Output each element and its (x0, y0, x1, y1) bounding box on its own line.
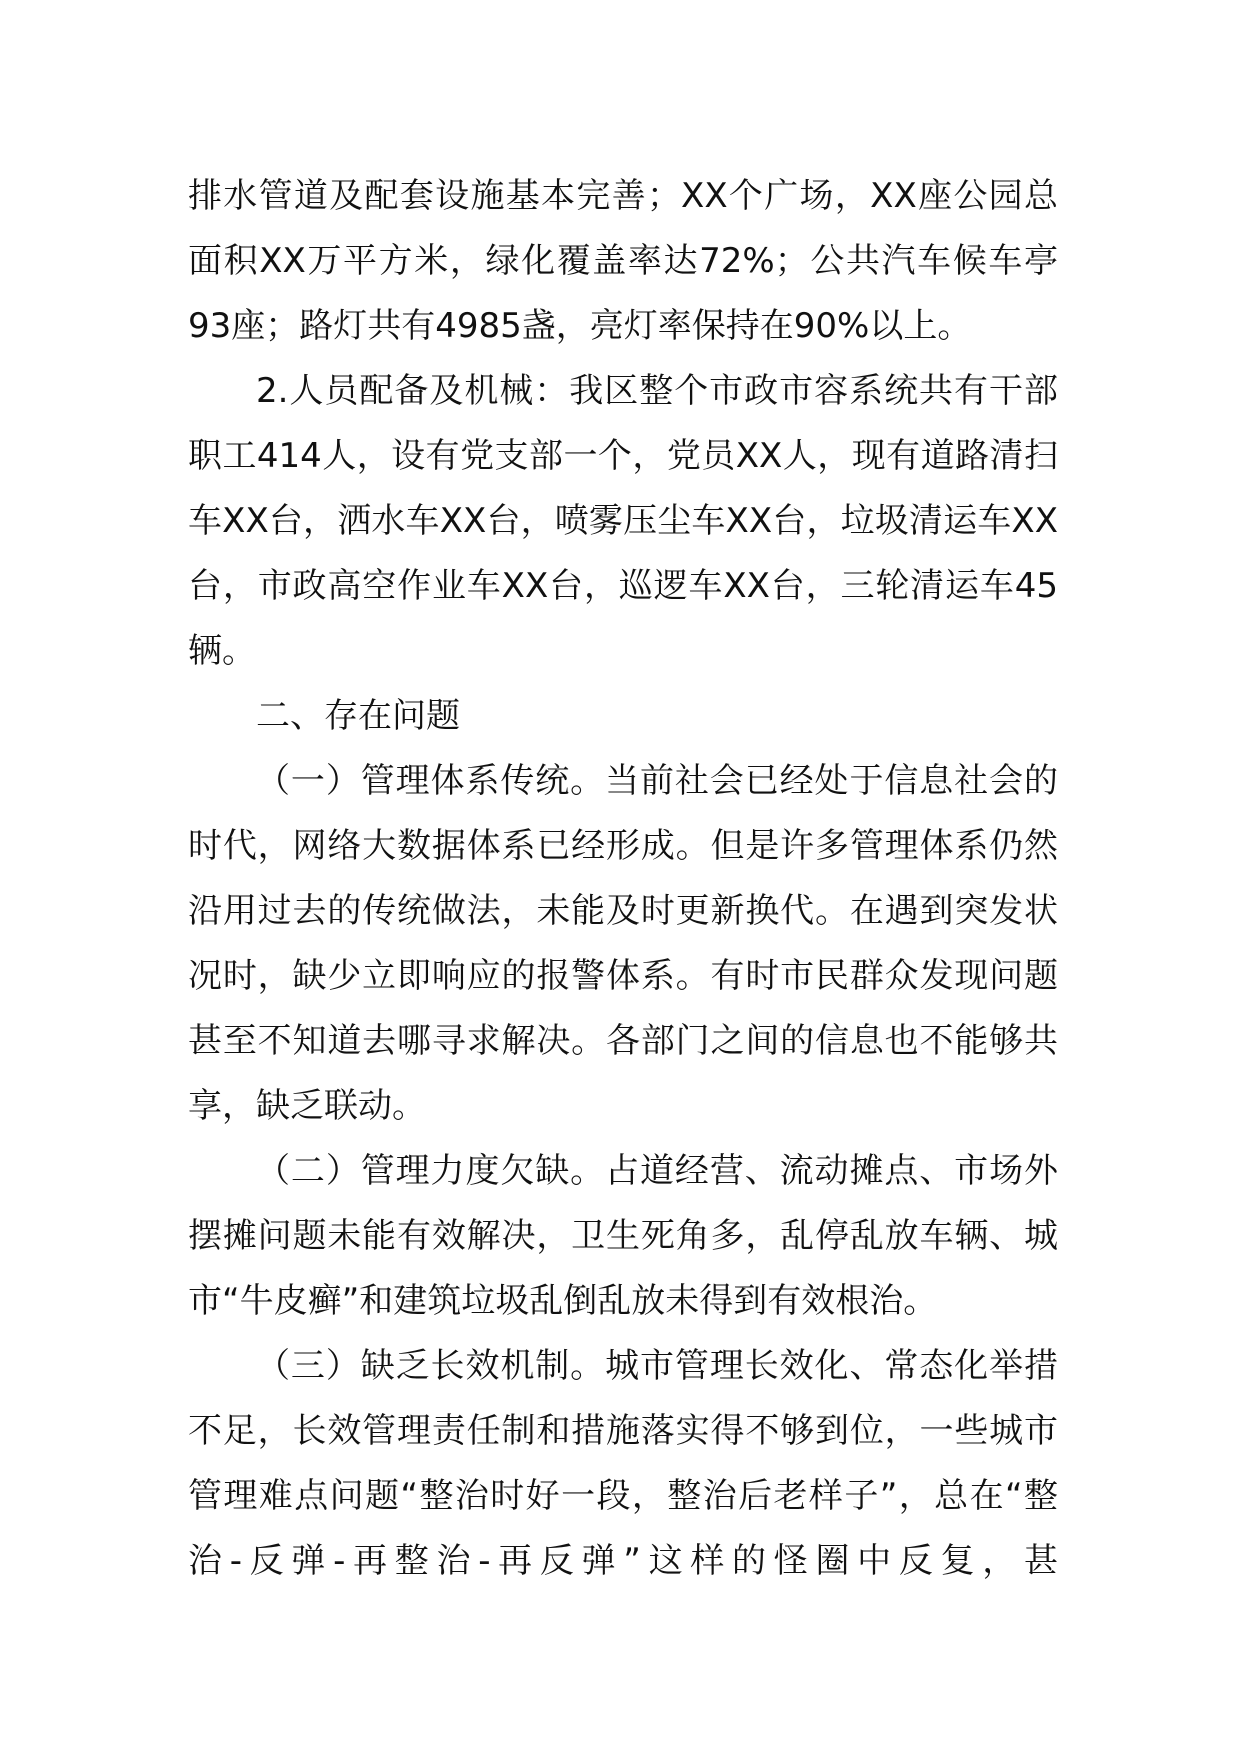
paragraph-problem-1: （一）管理体系传统。当前社会已经处于信息社会的时代，网络大数据体系已经形成。但是许多管理体系仍然沿用过去的传统做法，未能及时更新换代。在遇到突发状况时，缺少立即响应的报警体系。有时市民群众发现问题甚至不知道去哪寻求解决。各部门之间的信息也不能够共享，缺乏联动。 (188, 761, 1058, 1126)
paragraph-facilities: 排水管道及配套设施基本完善；XX个广场，XX座公园总面积XX万平方米，绿化覆盖率达72%；公共汽车候车亭93座；路灯共有4985盏，亮灯率保持在90%以上。 (188, 176, 1058, 346)
paragraph-problem-2: （二）管理力度欠缺。占道经营、流动摊点、市场外摆摊问题未能有效解决，卫生死角多，乱停乱放车辆、城市“牛皮癣”和建筑垃圾乱倒乱放未得到有效根治。 (188, 1151, 1058, 1321)
paragraph-problem-3: （三）缺乏长效机制。城市管理长效化、常态化举措不足，长效管理责任制和措施落实得不够到位，一些城市管理难点问题“整治时好一段，整治后老样子”，总在“整治-反弹-再整治-再反弹”这样的怪圈中反复，甚 (188, 1346, 1058, 1581)
paragraph-staff-and-machinery: 2.人员配备及机械：我区整个市政市容系统共有干部职工414人，设有党支部一个，党员XX人，现有道路清扫车XX台，洒水车XX台，喷雾压尘车XX台，垃圾清运车XX台，市政高空作业车XX台，巡逻车XX台，三轮清运车45辆。 (188, 371, 1058, 671)
document-body (188, 164, 1058, 1594)
section-heading-problems: 二、存在问题 (256, 696, 460, 736)
